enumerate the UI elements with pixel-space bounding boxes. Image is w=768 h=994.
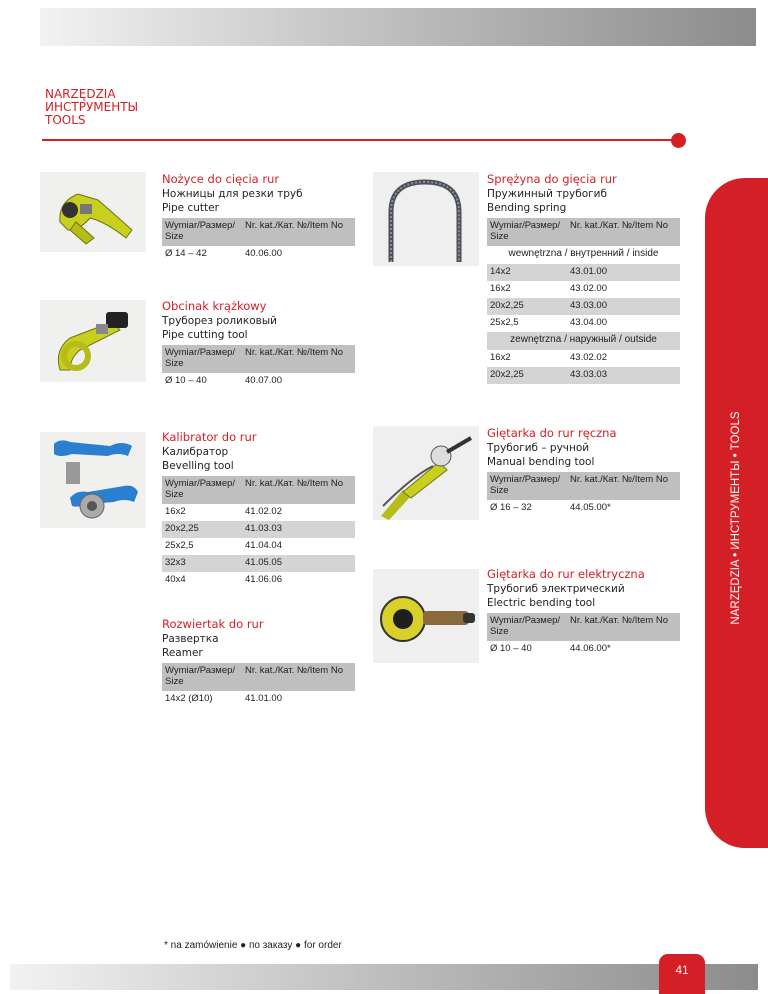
cell-item: 43.03.00 [567, 298, 680, 315]
product-title: Giętarka do rur ręczna [487, 426, 617, 440]
col-header-size: Wymiar/Размер/ Size [487, 218, 567, 246]
product-title: Nożyce do cięcia rur [162, 172, 280, 186]
electric-bending-tool-image [373, 569, 479, 663]
cell-size: 14x2 (Ø10) [162, 691, 242, 708]
bending-spring-image [373, 172, 479, 266]
product-subtitle-en: Bevelling tool [162, 460, 234, 472]
product-title: Sprężyna do gięcia rur [487, 172, 617, 186]
product-subtitle-ru: Пружинный трубогиб [487, 188, 607, 200]
section-title-en: TOOLS [45, 113, 86, 127]
col-header-size: Wymiar/Размер/ Size [487, 472, 567, 500]
spec-table [162, 476, 355, 589]
product-subtitle-en: Electric bending tool [487, 597, 596, 609]
col-header-item: Nr. kat./Кат. №/Item No [242, 476, 355, 504]
col-header-item: Nr. kat./Кат. №/Item No [242, 218, 355, 246]
spec-table [162, 218, 355, 263]
cell-item: 43.02.00 [567, 281, 680, 298]
reamer-block [162, 617, 355, 708]
product-title: Kalibrator do rur [162, 430, 257, 444]
product-subtitle-ru: Калибратор [162, 446, 229, 458]
spec-table [487, 472, 680, 517]
electric-bending-tool-block [487, 567, 680, 658]
product-subtitle-en: Manual bending tool [487, 456, 595, 468]
product-title: Rozwiertak do rur [162, 617, 264, 631]
bottom-decor-bar [10, 964, 758, 990]
cell-item: 44.06.00* [567, 641, 680, 658]
cell-item: 41.06.06 [242, 572, 355, 589]
col-header-item: Nr. kat./Кат. №/Item No [242, 663, 355, 691]
cell-size: 25x2,5 [162, 538, 242, 555]
col-header-size: Wymiar/Размер/ Size [162, 663, 242, 691]
cell-item: 43.04.00 [567, 315, 680, 332]
product-subtitle-ru: Трубогиб – ручной [487, 442, 590, 454]
manual-bending-tool-image [373, 426, 479, 520]
product-subtitle-en: Pipe cutting tool [162, 329, 248, 341]
cell-item: 44.05.00* [567, 500, 680, 517]
cell-item: 41.05.05 [242, 555, 355, 572]
cell-item: 43.02.02 [567, 350, 680, 367]
product-subtitle-en: Bending spring [487, 202, 567, 214]
section-title-pl: NARZĘDZIA [45, 87, 116, 101]
cell-size: 20x2,25 [487, 367, 567, 384]
product-subtitle-ru: Ножницы для резки труб [162, 188, 303, 200]
cell-size: 16x2 [487, 350, 567, 367]
col-header-size: Wymiar/Размер/ Size [487, 613, 567, 641]
product-subtitle-ru: Развертка [162, 633, 219, 645]
spec-table [162, 663, 355, 708]
bending-spring-block [487, 172, 680, 384]
spec-table [487, 613, 680, 658]
cell-size: Ø 14 – 42 [162, 246, 242, 263]
cell-size: 20x2,25 [162, 521, 242, 538]
bevelling-tool-image [40, 432, 146, 528]
manual-bending-tool-block [487, 426, 680, 517]
product-subtitle-en: Reamer [162, 647, 203, 659]
section-title [45, 88, 138, 127]
cell-size: Ø 10 – 40 [487, 641, 567, 658]
cell-item: 41.02.02 [242, 504, 355, 521]
spec-table [487, 218, 680, 384]
pipe-cutter-image [40, 172, 146, 252]
outside-section-label: zewnętrzna / наружный / outside [487, 332, 680, 350]
col-header-item: Nr. kat./Кат. №/Item No [567, 218, 680, 246]
cell-item: 41.03.03 [242, 521, 355, 538]
top-decor-bar [40, 8, 756, 46]
bevelling-tool-block [162, 430, 355, 589]
cell-item: 40.06.00 [242, 246, 355, 263]
header-divider-dot [671, 133, 686, 148]
col-header-size: Wymiar/Размер/ Size [162, 476, 242, 504]
side-tab-text: NARZĘDZIA • ИНСТРУМЕНТЫ • TOOLS [730, 411, 742, 625]
cell-item: 43.03.03 [567, 367, 680, 384]
product-subtitle-ru: Труборез роликовый [162, 315, 277, 327]
pipe-cutting-tool-image [40, 300, 146, 382]
cell-size: Ø 10 – 40 [162, 373, 242, 390]
cell-size: 32x3 [162, 555, 242, 572]
page-number-tab [659, 954, 705, 994]
col-header-size: Wymiar/Размер/ Size [162, 218, 242, 246]
col-header-item: Nr. kat./Кат. №/Item No [567, 613, 680, 641]
cell-item: 43.01.00 [567, 264, 680, 281]
cell-item: 41.04.04 [242, 538, 355, 555]
col-header-size: Wymiar/Размер/ Size [162, 345, 242, 373]
spec-table [162, 345, 355, 390]
product-title: Giętarka do rur elektryczna [487, 567, 645, 581]
product-title: Obcinak krążkowy [162, 299, 267, 313]
cell-size: 16x2 [162, 504, 242, 521]
product-subtitle-en: Pipe cutter [162, 202, 219, 214]
header-divider [42, 139, 678, 141]
inside-section-label: wewnętrzna / внутренний / inside [487, 246, 680, 264]
pipe-cutting-tool-block [162, 299, 355, 390]
cell-size: 25x2,5 [487, 315, 567, 332]
section-title-ru: ИНСТРУМЕНТЫ [45, 100, 139, 114]
cell-size: 20x2,25 [487, 298, 567, 315]
col-header-item: Nr. kat./Кат. №/Item No [242, 345, 355, 373]
page-number: 41 [675, 963, 689, 977]
cell-item: 41.01.00 [242, 691, 355, 708]
cell-item: 40.07.00 [242, 373, 355, 390]
pipe-cutter-block [162, 172, 355, 263]
col-header-item: Nr. kat./Кат. №/Item No [567, 472, 680, 500]
cell-size: 14x2 [487, 264, 567, 281]
product-subtitle-ru: Трубогиб электрический [487, 583, 625, 595]
footnote: * na zamówienie ● по заказу ● for order [164, 940, 342, 951]
cell-size: 40x4 [162, 572, 242, 589]
cell-size: Ø 16 – 32 [487, 500, 567, 517]
cell-size: 16x2 [487, 281, 567, 298]
